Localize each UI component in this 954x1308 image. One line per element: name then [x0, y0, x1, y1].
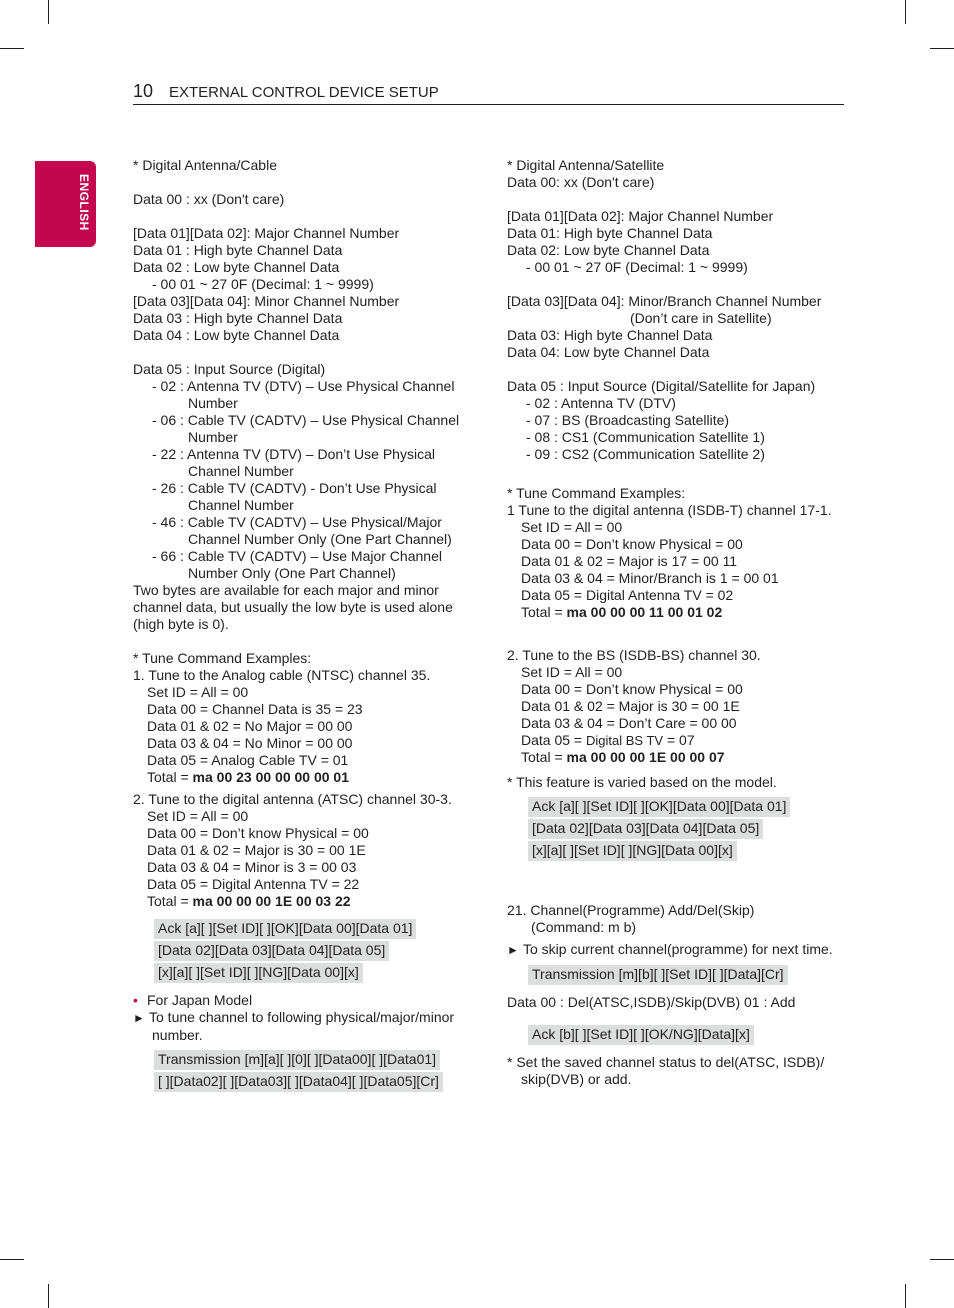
- source-item: - 66 : Cable TV (CADTV) – Use Major Channel: [152, 548, 442, 564]
- example2-line: Data 01 & 02 = Major is 30 = 00 1E: [521, 698, 740, 714]
- total-label: Total =: [521, 749, 567, 765]
- source-item: - 08 : CS1 (Communication Satellite 1): [526, 429, 765, 445]
- data00-line: Data 00 : xx (Don't care): [133, 191, 285, 207]
- data04-line: Data 04 : Low byte Channel Data: [133, 327, 340, 343]
- section21-note: * Set the saved channel status to del(ATSC, ISDB)/: [507, 1054, 825, 1070]
- ack-box: Ack [a][ ][Set ID][ ][OK][Data 00][Data 01]: [528, 797, 790, 817]
- ack-box: Ack [b][ ][Set ID][ ][OK/NG][Data][x]: [528, 1025, 754, 1045]
- example1-title: 1 Tune to the digital antenna (ISDB-T) channel 17-1.: [507, 502, 832, 518]
- source-item-cont: Channel Number: [188, 497, 294, 513]
- ack-box: [Data 02][Data 03][Data 04][Data 05]: [154, 941, 389, 961]
- data01-line: Data 01 : High byte Channel Data: [133, 242, 343, 258]
- source-item-cont: Number: [188, 395, 238, 411]
- ack-box: Ack [a][ ][Set ID][ ][OK][Data 00][Data 01]: [154, 919, 416, 939]
- examples-heading: * Tune Command Examples:: [133, 650, 312, 666]
- note-line: (high byte is 0).: [133, 616, 229, 632]
- example2-total: [507, 749, 847, 766]
- section21-text: To skip current channel(programme) for next time.: [523, 941, 833, 957]
- ack-box: [Data 02][Data 03][Data 04][Data 05]: [528, 819, 763, 839]
- example1-line: Data 00 = Don’t know Physical = 00: [521, 536, 743, 552]
- example2-line: Data 00 = Don’t know Physical = 00: [521, 681, 743, 697]
- example1-total: [133, 769, 473, 786]
- example1-line: Data 03 & 04 = No Minor = 00 00: [147, 735, 353, 751]
- section21-note-cont: skip(DVB) or add.: [521, 1071, 632, 1087]
- crop-mark: [905, 0, 906, 24]
- crop-mark: [48, 0, 49, 24]
- data05-prefix: Data 05 =: [521, 732, 586, 748]
- ack-box: [x][a][ ][Set ID][ ][NG][Data 00][x]: [528, 841, 737, 861]
- total-label: Total =: [147, 893, 193, 909]
- total-label: Total =: [521, 604, 567, 620]
- japan-text: To tune channel to following physical/major/minor: [149, 1009, 455, 1025]
- crop-mark: [905, 1284, 906, 1308]
- ack-box: [x][a][ ][Set ID][ ][NG][Data 00][x]: [154, 963, 363, 983]
- crop-mark: [930, 1259, 954, 1260]
- data00-line: Data 00: xx (Don't care): [507, 174, 655, 190]
- section21-title: 21. Channel(Programme) Add/Del(Skip): [507, 902, 755, 918]
- data03-line: Data 03: High byte Channel Data: [507, 327, 713, 343]
- language-tab-label: ENGLISH: [77, 174, 91, 231]
- source-item: - 02 : Antenna TV (DTV): [526, 395, 676, 411]
- example1-title: 1. Tune to the Analog cable (NTSC) channel 35.: [133, 667, 431, 683]
- section21-command: (Command: m b): [531, 919, 637, 935]
- right-column: [507, 157, 847, 1088]
- minor-heading: [Data 03][Data 04]: Minor Channel Number: [133, 293, 400, 309]
- data01-line: Data 01: High byte Channel Data: [507, 225, 713, 241]
- total-value: ma 00 00 00 1E 00 03 22: [192, 893, 351, 909]
- example2-line: Data 03 & 04 = Minor is 3 = 00 03: [147, 859, 357, 875]
- example1-line: Data 05 = Analog Cable TV = 01: [147, 752, 349, 768]
- example1-line: Set ID = All = 00: [521, 519, 623, 535]
- total-value: ma 00 00 00 1E 00 00 07: [566, 749, 725, 765]
- example1-line: Set ID = All = 00: [147, 684, 249, 700]
- data03-line: Data 03 : High byte Channel Data: [133, 310, 343, 326]
- japan-heading: For Japan Model: [147, 992, 253, 1008]
- crop-mark: [48, 1284, 49, 1308]
- range-line: - 00 01 ~ 27 0F (Decimal: 1 ~ 9999): [526, 259, 748, 275]
- data02-line: Data 02 : Low byte Channel Data: [133, 259, 340, 275]
- transmission-box: Transmission [m][a][ ][0][ ][Data00][ ][Data01]: [154, 1050, 440, 1070]
- minor-heading: [Data 03][Data 04]: Minor/Branch Channel Number: [507, 293, 822, 309]
- example1-line: Data 05 = Digital Antenna TV = 02: [521, 587, 734, 603]
- japan-text-cont: number.: [152, 1027, 203, 1043]
- source-item-cont: Channel Number Only (One Part Channel): [188, 531, 452, 547]
- transmission-box: Transmission [m][b][ ][Set ID][ ][Data][Cr]: [528, 965, 788, 985]
- left-column: [133, 157, 473, 1093]
- japan-heading-row: [133, 992, 473, 1009]
- source-item: - 22 : Antenna TV (DTV) – Don’t Use Physical: [152, 446, 435, 462]
- total-label: Total =: [147, 769, 193, 785]
- example2-line: Data 00 = Don’t know Physical = 00: [147, 825, 369, 841]
- page-header: [133, 80, 844, 105]
- example1-line: Data 01 & 02 = Major is 17 = 00 11: [521, 553, 738, 569]
- example2-line: Data 03 & 04 = Don’t Care = 00 00: [521, 715, 737, 731]
- antenna-heading: * Digital Antenna/Cable: [133, 157, 277, 173]
- example2-line: Set ID = All = 00: [147, 808, 249, 824]
- data05-small: Digital BS TV: [586, 733, 664, 748]
- major-heading: [Data 01][Data 02]: Major Channel Number: [133, 225, 400, 241]
- page-number: 10: [133, 81, 154, 101]
- data02-line: Data 02: Low byte Channel Data: [507, 242, 710, 258]
- note-line: channel data, but usually the low byte is used alone: [133, 599, 453, 615]
- japan-text-row: [133, 1009, 473, 1027]
- source-item: - 09 : CS2 (Communication Satellite 2): [526, 446, 765, 462]
- example2-title: 2. Tune to the digital antenna (ATSC) channel 30-3.: [133, 791, 452, 807]
- crop-mark: [0, 48, 24, 49]
- bullet-icon: •: [133, 992, 138, 1008]
- source-item: - 07 : BS (Broadcasting Satellite): [526, 412, 730, 428]
- arrow-right-icon: ►: [133, 1011, 145, 1025]
- minor-note: (Don’t care in Satellite): [630, 310, 772, 326]
- data05-line: Data 05 : Input Source (Digital): [133, 361, 326, 377]
- example1-total: [507, 604, 847, 621]
- total-value: ma 00 23 00 00 00 00 01: [192, 769, 349, 785]
- model-note: * This feature is varied based on the model.: [507, 774, 777, 790]
- data04-line: Data 04: Low byte Channel Data: [507, 344, 710, 360]
- section21-data00: Data 00 : Del(ATSC,ISDB)/Skip(DVB) 01 : Add: [507, 994, 796, 1010]
- source-item: - 46 : Cable TV (CADTV) – Use Physical/Major: [152, 514, 442, 530]
- example1-line: Data 01 & 02 = No Major = 00 00: [147, 718, 353, 734]
- crop-mark: [0, 1259, 24, 1260]
- example2-line: Data 05 = Digital Antenna TV = 22: [147, 876, 360, 892]
- example2-title: 2. Tune to the BS (ISDB-BS) channel 30.: [507, 647, 761, 663]
- example1-line: Data 00 = Channel Data is 35 = 23: [147, 701, 363, 717]
- page-title: EXTERNAL CONTROL DEVICE SETUP: [169, 84, 439, 101]
- example2-line: Data 01 & 02 = Major is 30 = 00 1E: [147, 842, 366, 858]
- source-item: - 26 : Cable TV (CADTV) - Don’t Use Physical: [152, 480, 437, 496]
- section21-text-row: [507, 941, 847, 959]
- crop-mark: [930, 48, 954, 49]
- data05-line: Data 05 : Input Source (Digital/Satellite for Japan): [507, 378, 816, 394]
- total-value: ma 00 00 00 11 00 01 02: [566, 604, 723, 620]
- satellite-heading: * Digital Antenna/Satellite: [507, 157, 665, 173]
- data05-suffix: = 07: [663, 732, 695, 748]
- range-line: - 00 01 ~ 27 0F (Decimal: 1 ~ 9999): [152, 276, 374, 292]
- source-item-cont: Channel Number: [188, 463, 294, 479]
- transmission-box: [ ][Data02][ ][Data03][ ][Data04][ ][Data05][Cr]: [154, 1072, 443, 1092]
- arrow-right-icon: ►: [507, 943, 519, 957]
- source-item-cont: Number Only (One Part Channel): [188, 565, 396, 581]
- examples-heading: * Tune Command Examples:: [507, 485, 686, 501]
- source-item: - 02 : Antenna TV (DTV) – Use Physical Channel: [152, 378, 455, 394]
- note-line: Two bytes are available for each major and minor: [133, 582, 439, 598]
- example1-line: Data 03 & 04 = Minor/Branch is 1 = 00 01: [521, 570, 779, 586]
- source-item: - 06 : Cable TV (CADTV) – Use Physical Channel: [152, 412, 460, 428]
- source-item-cont: Number: [188, 429, 238, 445]
- example2-line: Set ID = All = 00: [521, 664, 623, 680]
- example2-total: [133, 893, 473, 910]
- example2-data05: [507, 732, 847, 749]
- major-heading: [Data 01][Data 02]: Major Channel Number: [507, 208, 774, 224]
